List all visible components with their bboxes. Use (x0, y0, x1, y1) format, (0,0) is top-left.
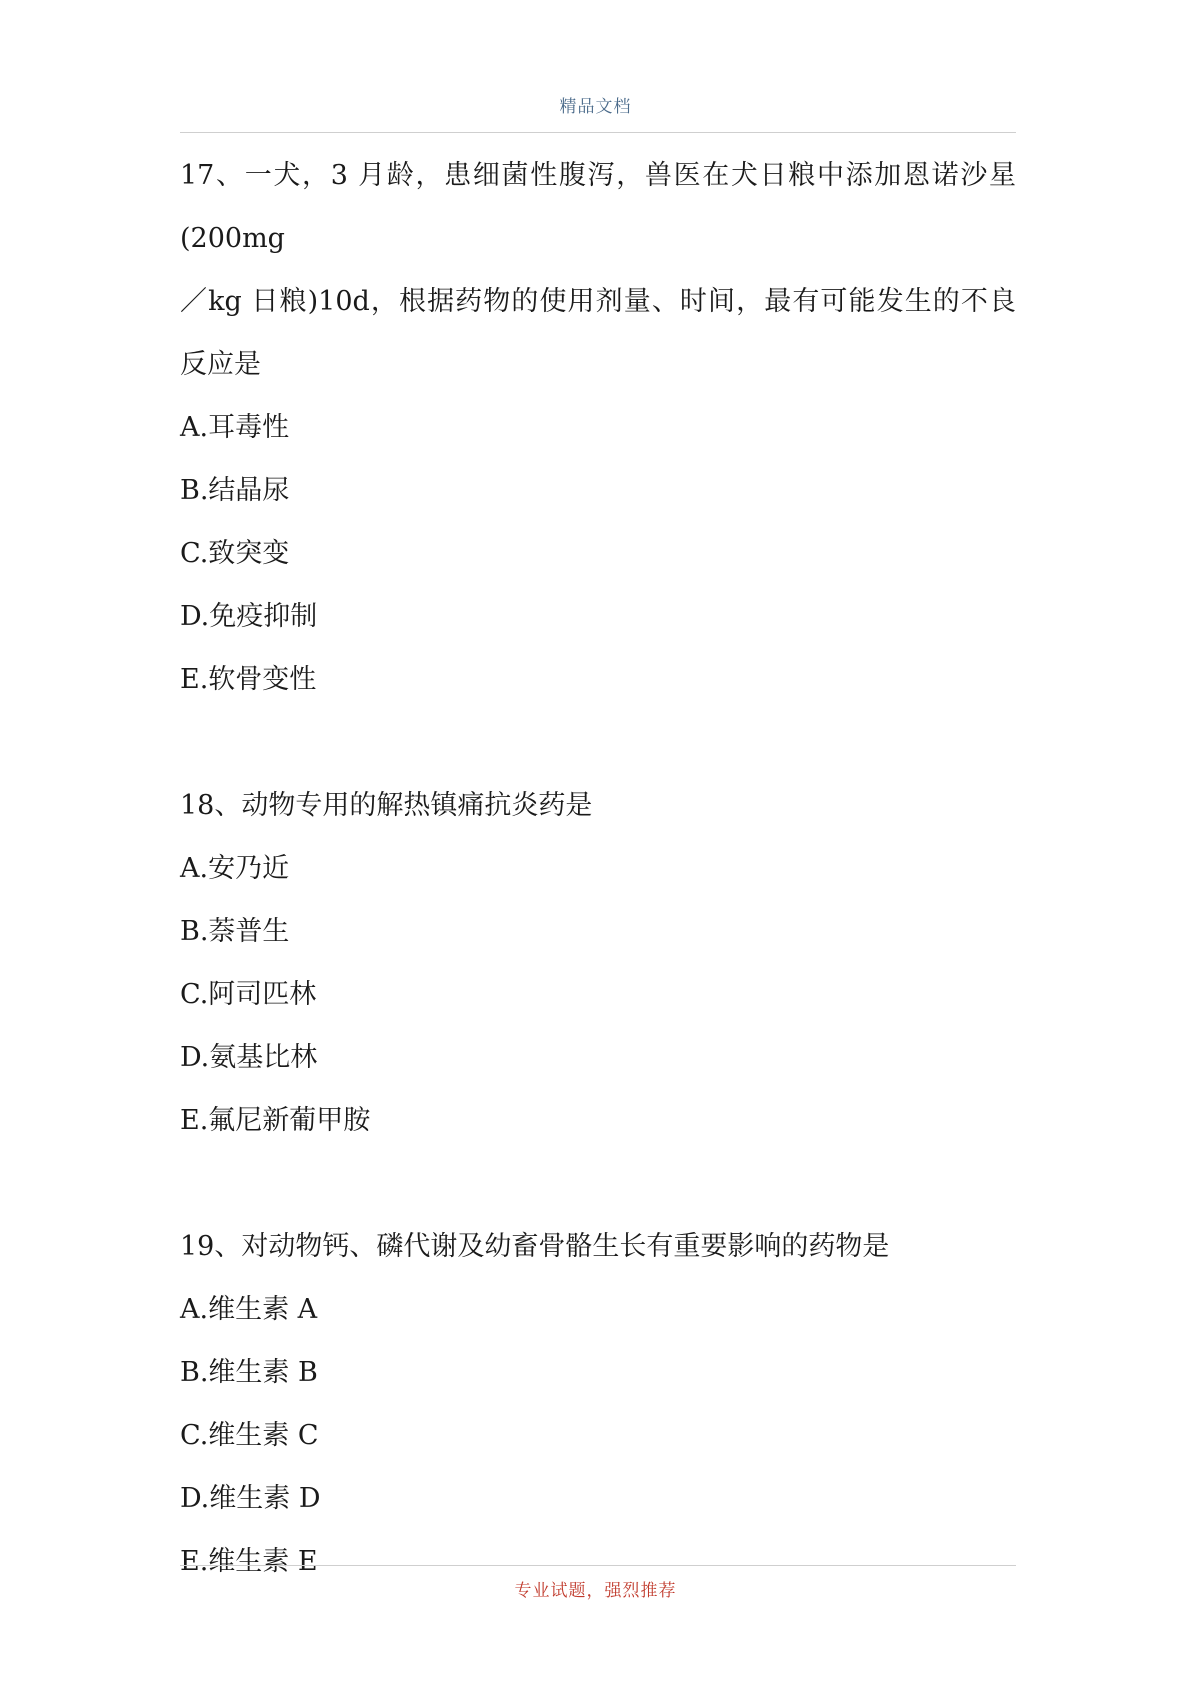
question-stem-line: 17、一犬，3 月龄，患细菌性腹泻，兽医在犬日粮中添加恩诺沙星(200mg (180, 160, 1016, 254)
header-title: 精品文档 (559, 97, 632, 117)
question-spacer (180, 711, 1016, 774)
header-divider (180, 132, 1016, 133)
option-e: E.氟尼新葡甲胺 (180, 1105, 371, 1136)
option-c: C.维生素 C (180, 1420, 319, 1451)
question-stem-line: 19、对动物钙、磷代谢及幼畜骨骼生长有重要影响的药物是 (180, 1231, 890, 1262)
question-17 (180, 144, 1016, 711)
footer-divider (180, 1565, 1016, 1566)
footer-text: 专业试题，强烈推荐 (514, 1581, 677, 1601)
option-c: C.致突变 (180, 538, 290, 569)
option-b: B.萘普生 (180, 916, 290, 947)
option-b: B.维生素 B (180, 1357, 318, 1388)
document-body (180, 144, 1016, 1593)
question-stem-line: 反应是 (180, 349, 261, 380)
option-a: A.耳毒性 (180, 412, 290, 443)
option-c: C.阿司匹林 (180, 979, 317, 1010)
option-e: E.软骨变性 (180, 664, 317, 695)
option-b: B.结晶尿 (180, 475, 290, 506)
question-18 (180, 774, 1016, 1152)
question-stem-line: ／kg 日粮)10d，根据药物的使用剂量、时间，最有可能发生的不良 (180, 286, 1016, 317)
option-d: D.维生素 D (180, 1483, 321, 1514)
option-d: D.氨基比林 (180, 1042, 318, 1073)
option-a: A.维生素 A (180, 1294, 318, 1325)
option-d: D.免疫抑制 (180, 601, 318, 632)
option-e: E.维生素 E (180, 1546, 318, 1577)
question-stem-line: 18、动物专用的解热镇痛抗炎药是 (180, 790, 593, 821)
option-a: A.安乃近 (180, 853, 290, 884)
question-19 (180, 1215, 1016, 1593)
question-spacer (180, 1152, 1016, 1215)
